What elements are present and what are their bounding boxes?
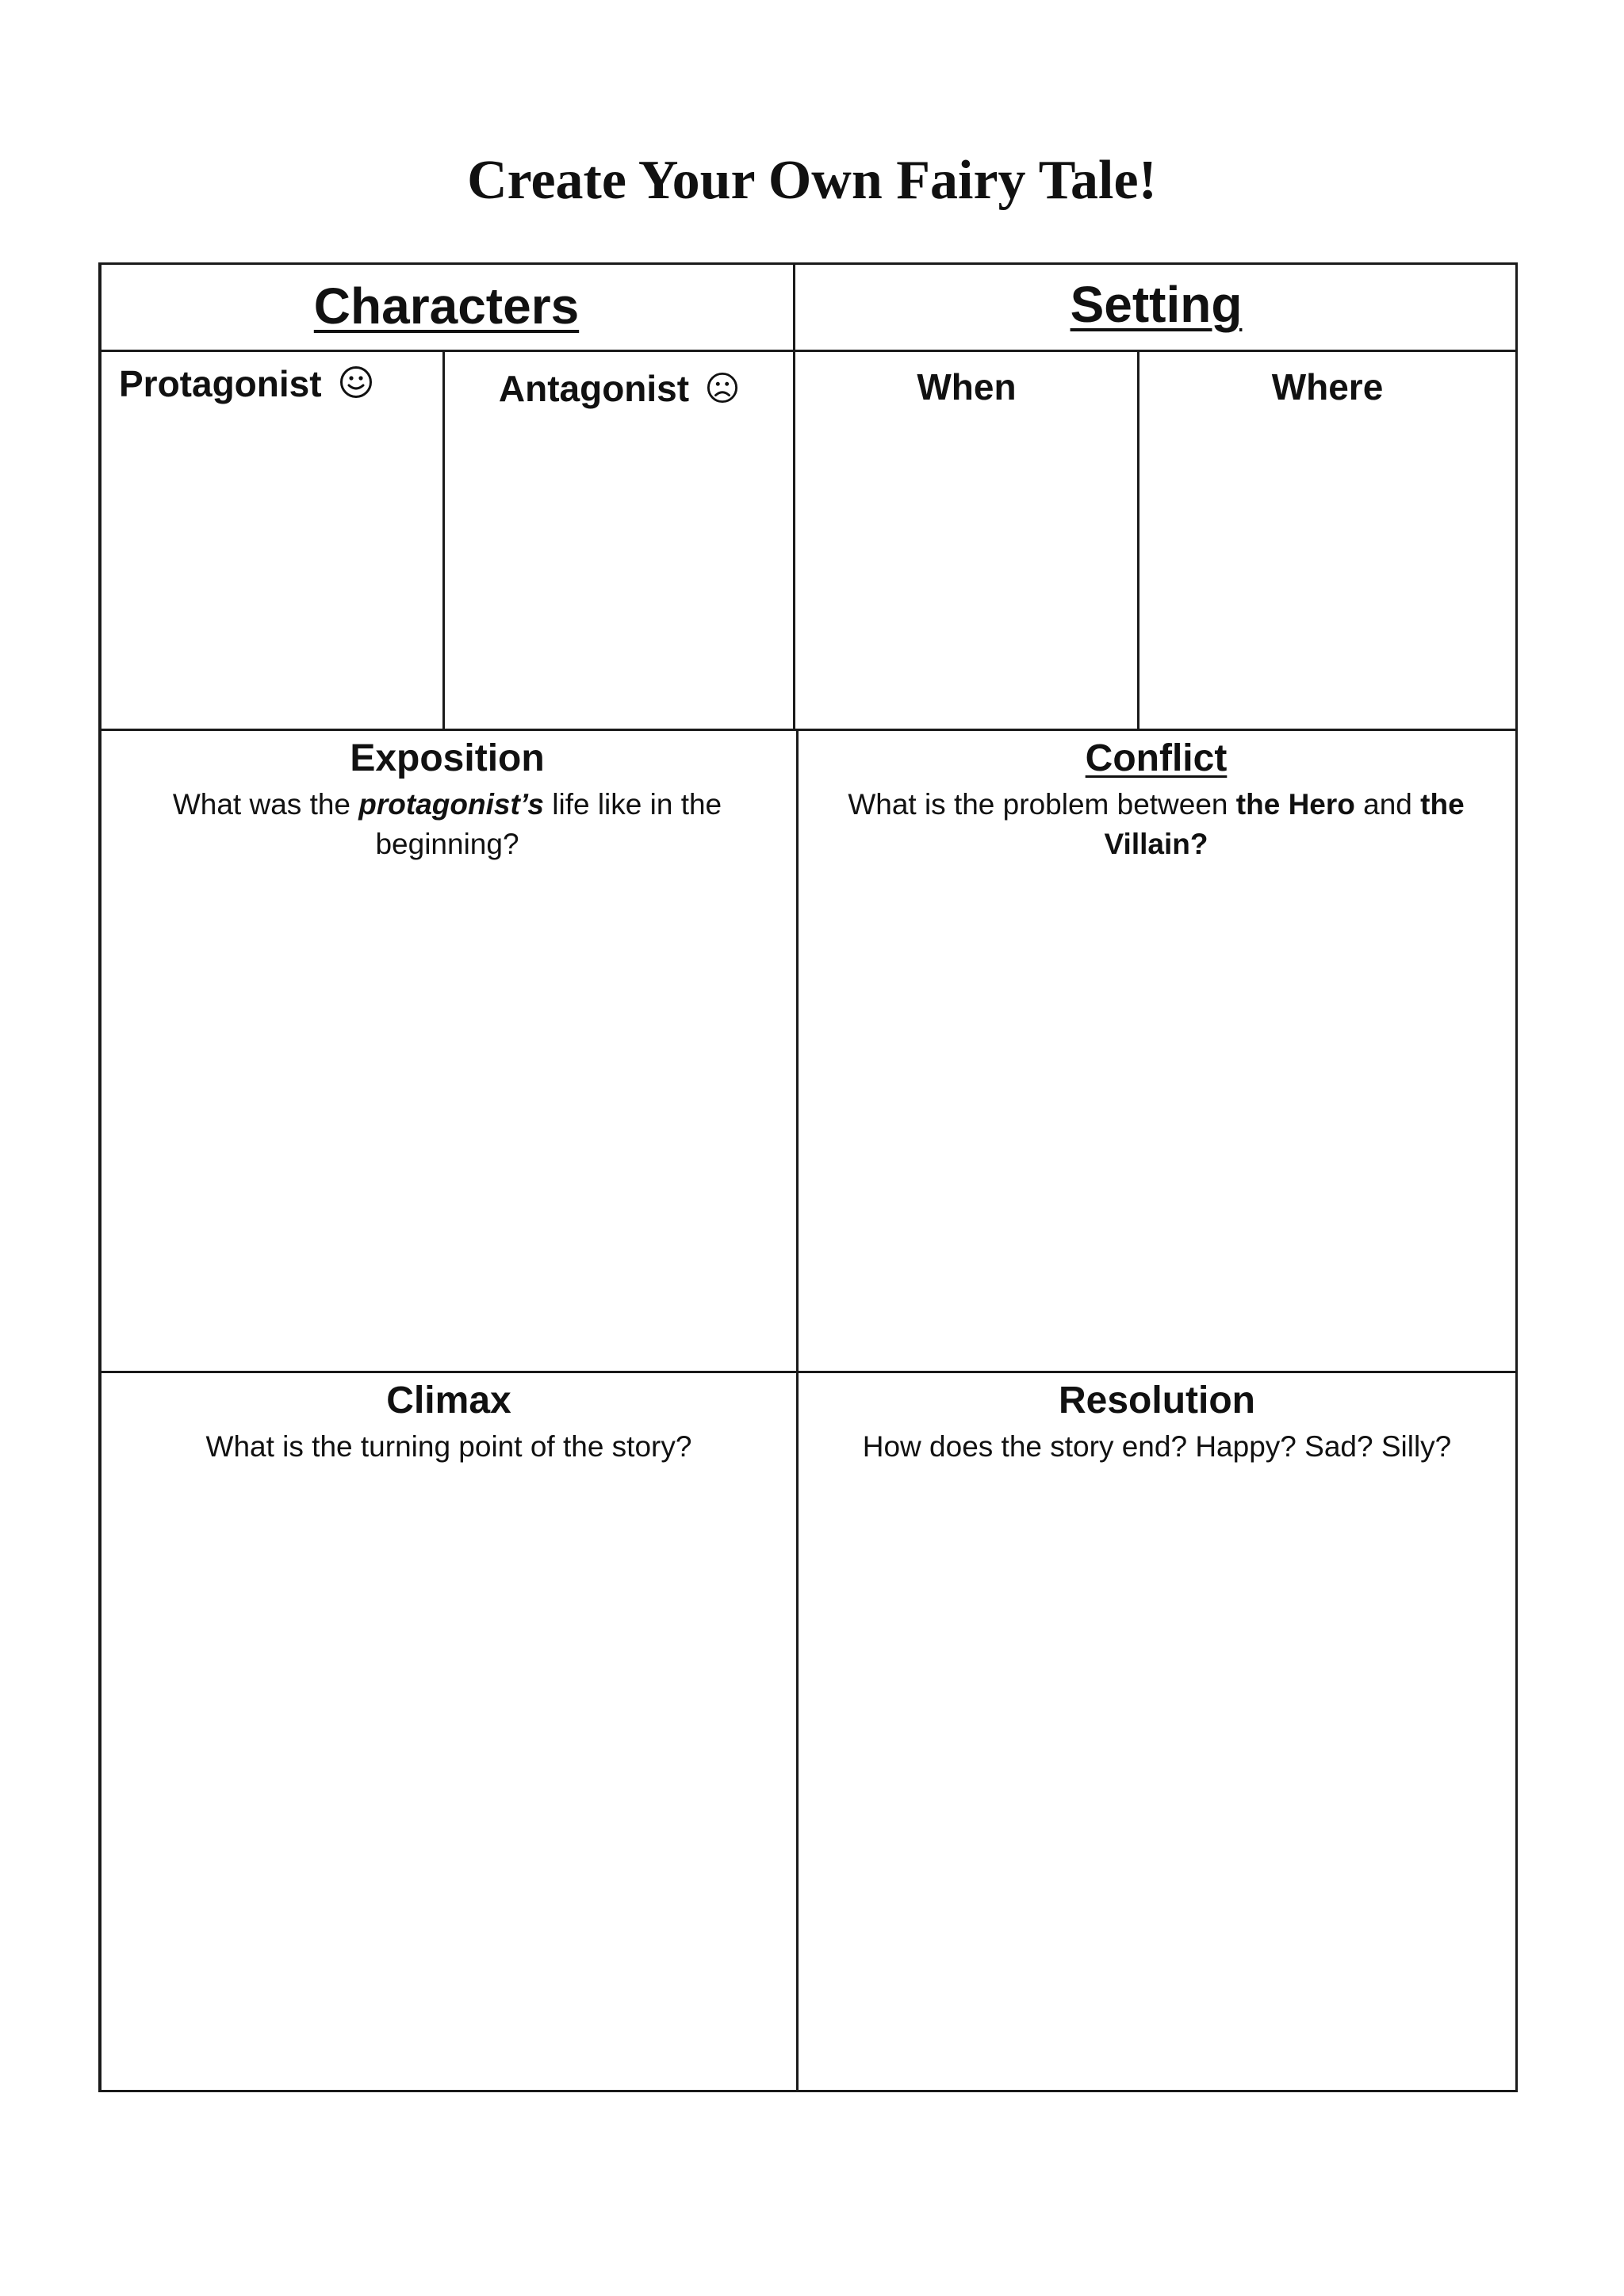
- resolution-title: Resolution: [1059, 1380, 1255, 1422]
- conflict-cell: [829, 737, 1483, 864]
- conflict-villain: the Villain?: [1104, 788, 1465, 860]
- protagonist-label: Protagonist: [119, 363, 322, 404]
- conflict-question-part: What is the problem between: [848, 788, 1236, 821]
- when-label: When: [917, 366, 1017, 408]
- climax-cell: [102, 1379, 796, 1467]
- resolution-question: How does the story end? Happy? Sad? Silly?: [862, 1430, 1452, 1463]
- exposition-question-part: What was the: [172, 788, 359, 821]
- resolution-cell: [799, 1379, 1515, 1467]
- exposition-title: Exposition: [350, 737, 545, 779]
- frowning-face-icon: [707, 372, 738, 408]
- antagonist-label: Antagonist: [498, 368, 690, 409]
- page-title: Create Your Own Fairy Tale!: [467, 150, 1157, 211]
- when-cell: [795, 365, 1139, 408]
- header-row-divider: [98, 350, 1518, 352]
- conflict-hero: the Hero: [1235, 788, 1355, 821]
- exposition-question: [170, 785, 725, 864]
- setting-header: Setting: [1070, 276, 1243, 333]
- exposition-question-part: life like in the beginning?: [375, 788, 722, 860]
- row-divider-1: [98, 729, 1518, 731]
- conflict-title: Conflict: [1085, 737, 1228, 779]
- climax-question: What is the turning point of the story?: [205, 1430, 692, 1463]
- row-divider-2: [98, 1371, 1518, 1373]
- table-border-left: [98, 262, 102, 2092]
- protagonist-cell: [119, 362, 373, 405]
- where-cell: [1139, 365, 1516, 408]
- conflict-question-part: and: [1354, 788, 1421, 821]
- setting-header-cell: [795, 275, 1518, 334]
- exposition-question-emphasis: protagonist’s: [358, 788, 544, 821]
- characters-header: Characters: [313, 277, 580, 335]
- conflict-question: [829, 785, 1483, 864]
- table-border-top: [98, 262, 1518, 265]
- characters-header-cell: [98, 277, 795, 335]
- where-label: Where: [1271, 366, 1384, 408]
- antagonist-cell: [444, 367, 793, 410]
- climax-title: Climax: [386, 1380, 511, 1422]
- table-border-bottom: [98, 2090, 1518, 2092]
- table-border-right: [1515, 262, 1518, 2092]
- smiley-face-icon: [339, 365, 373, 403]
- exposition-cell: [170, 737, 725, 864]
- story-organizer-table: [98, 262, 1518, 2092]
